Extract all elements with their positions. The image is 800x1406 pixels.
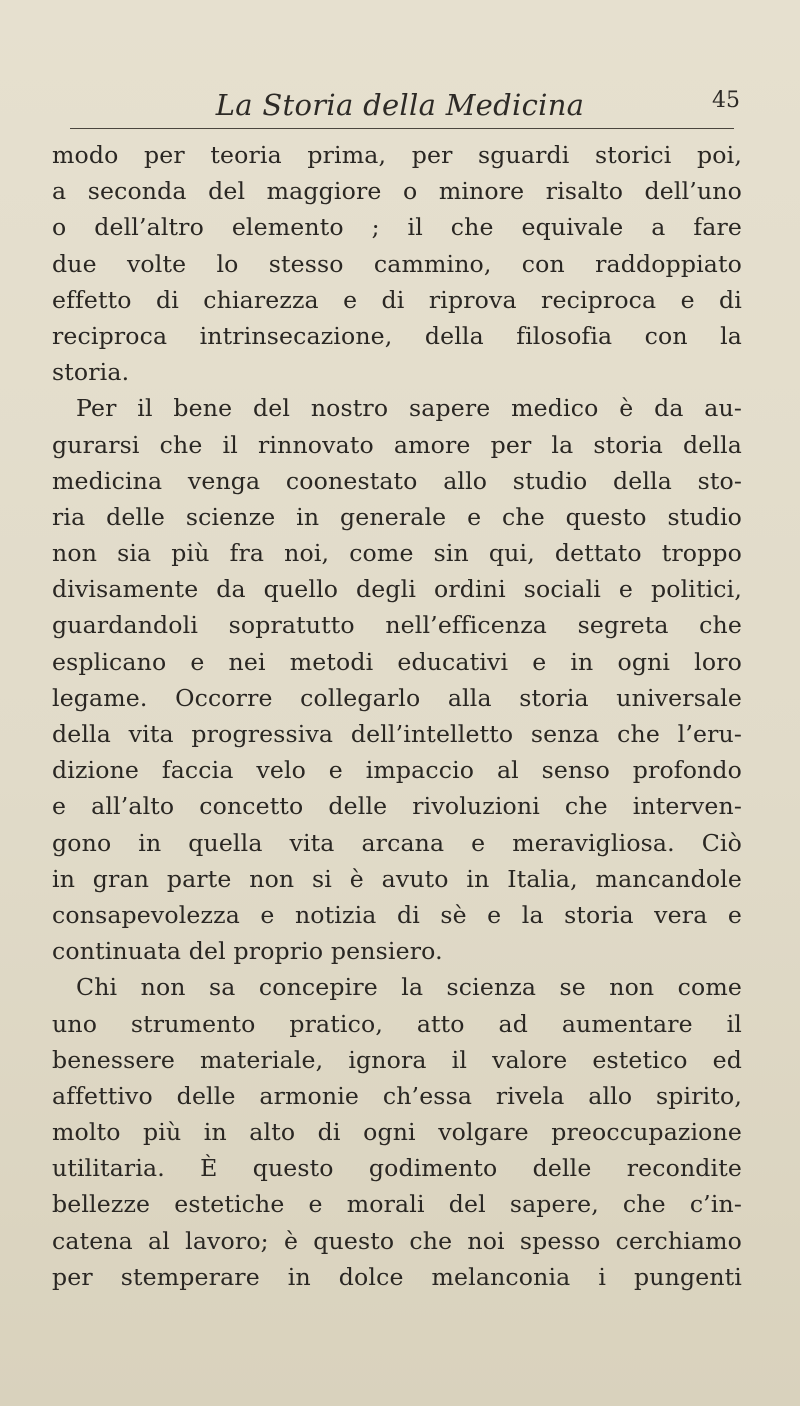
text-line: catena al lavoro; è questo che noi spesso cerchiamo xyxy=(52,1226,742,1255)
text-line: consapevolezza e notizia di sè e la storia vera e xyxy=(52,900,742,929)
text-line: due volte lo stesso cammino, con raddoppiato xyxy=(52,249,742,278)
text-line: della vita progressiva dell’intelletto senza che l’eru- xyxy=(52,720,742,748)
text-line: ria delle scienze in generale e che questo studio xyxy=(52,502,742,531)
text-line: medicina venga coonestato allo studio della sto- xyxy=(52,466,742,495)
text-line: utilitaria. È questo godimento delle recondite xyxy=(52,1154,742,1183)
header-rule xyxy=(70,128,734,129)
text-line: dizione faccia velo e impaccio al senso profondo xyxy=(52,756,742,785)
text-line: storia. xyxy=(52,358,130,387)
text-line: e all’alto concetto delle rivoluzioni che interven- xyxy=(52,792,742,821)
page-header xyxy=(60,88,740,128)
text-line: bellezze estetiche e morali del sapere, che c’in- xyxy=(52,1190,742,1219)
text-line: in gran parte non si è avuto in Italia, mancandole xyxy=(52,864,742,893)
page-number: 45 xyxy=(712,88,740,113)
text-line: o dell’altro elemento ; il che equivale a fare xyxy=(52,213,742,242)
text-line: guardandoli sopratutto nell’efficenza segreta che xyxy=(52,611,742,640)
text-line: continuata del proprio pensiero. xyxy=(52,937,443,966)
text-line: esplicano e nei metodi educativi e in ogni loro xyxy=(52,647,742,676)
text-line: Chi non sa concepire la scienza se non come xyxy=(76,973,742,1002)
body-text xyxy=(52,137,742,1295)
running-title: La Storia della Medicina xyxy=(215,88,585,122)
text-line: effetto di chiarezza e di riprova reciproca e di xyxy=(52,285,742,314)
text-line: modo per teoria prima, per sguardi storici poi, xyxy=(52,141,742,169)
text-line: uno strumento pratico, atto ad aumentare il xyxy=(52,1009,742,1038)
text-line: non sia più fra noi, come sin qui, dettato troppo xyxy=(52,539,742,568)
text-line: legame. Occorre collegarlo alla storia universale xyxy=(52,683,742,712)
text-line: divisamente da quello degli ordini sociali e politici, xyxy=(52,575,742,604)
text-line: affettivo delle armonie ch’essa rivela allo spirito, xyxy=(52,1081,742,1110)
text-line: gurarsi che il rinnovato amore per la storia della xyxy=(52,430,742,459)
text-line: gono in quella vita arcana e meravigliosa. Ciò xyxy=(52,828,742,857)
text-line: Per il bene del nostro sapere medico è da au- xyxy=(76,394,742,423)
text-line: reciproca intrinsecazione, della filosofia con la xyxy=(52,321,742,350)
text-line: molto più in alto di ogni volgare preoccupazione xyxy=(52,1118,742,1147)
text-line: benessere materiale, ignora il valore estetico ed xyxy=(52,1045,742,1074)
text-line: a seconda del maggiore o minore risalto dell’uno xyxy=(52,177,742,206)
text-line: per stemperare in dolce melanconia i pungenti xyxy=(52,1262,742,1291)
